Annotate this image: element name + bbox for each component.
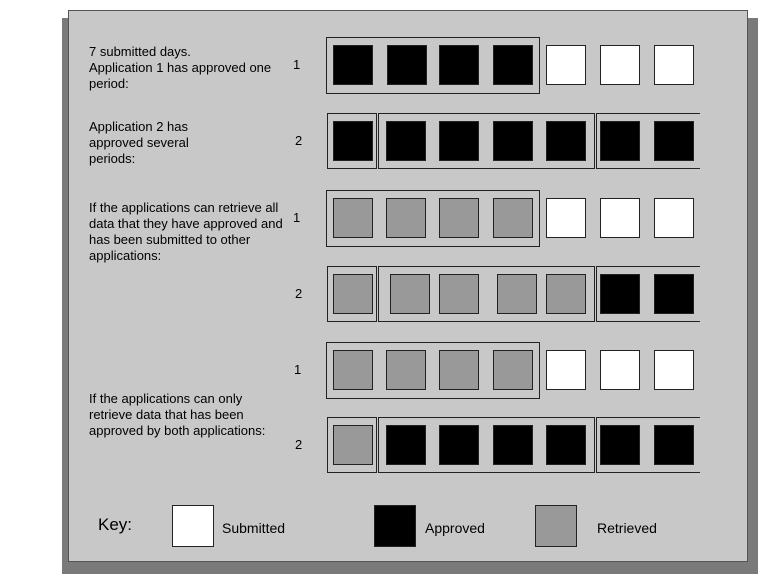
period-cell-approved (386, 121, 426, 161)
description-app2: Application 2 has approved several periods: (89, 119, 189, 166)
period-cell-approved (600, 274, 640, 314)
period-cell-approved (654, 425, 694, 465)
period-cell-approved (654, 274, 694, 314)
period-cell-retrieved (493, 198, 533, 238)
period-cell-approved (546, 121, 586, 161)
row-label: 2 (295, 437, 303, 452)
description-app1 (89, 44, 304, 92)
period-cell-approved (333, 121, 373, 161)
key-retrieved-swatch (535, 505, 577, 547)
period-cell-submitted (600, 350, 640, 390)
period-cell-submitted (600, 45, 640, 85)
period-cell-retrieved (439, 350, 479, 390)
period-cell-retrieved (439, 274, 479, 314)
row-label: 2 (295, 286, 303, 301)
period-cell-retrieved (493, 350, 533, 390)
key-approved-label: Approved (425, 520, 485, 536)
period-cell-submitted (654, 45, 694, 85)
period-cell-approved (439, 425, 479, 465)
period-cell-retrieved (333, 198, 373, 238)
period-cell-approved (386, 425, 426, 465)
description-retrieve-both: If the applications can only retrieve data that has been approved by both applications: (89, 391, 266, 438)
period-cell-retrieved (333, 274, 373, 314)
period-cell-retrieved (333, 425, 373, 465)
period-cell-submitted (654, 350, 694, 390)
key-title: Key: (98, 515, 133, 534)
period-cell-submitted (546, 350, 586, 390)
row-label: 1 (294, 362, 302, 377)
period-cell-retrieved (439, 198, 479, 238)
description-retrieve-all: If the applications can retrieve all data that they have approved and has been submitted to other applications: (89, 200, 283, 263)
period-cell-retrieved (546, 274, 586, 314)
key-submitted-label: Submitted (222, 520, 286, 536)
period-cell-retrieved (333, 350, 373, 390)
period-cell-retrieved (386, 350, 426, 390)
row-label: 1 (293, 57, 301, 72)
period-cell-approved (654, 121, 694, 161)
row-label: 1 (293, 210, 301, 225)
period-cell-approved (600, 121, 640, 161)
period-cell-approved (493, 425, 533, 465)
period-cell-approved (493, 121, 533, 161)
period-cell-approved (493, 45, 533, 85)
period-cell-approved (600, 425, 640, 465)
app1-approved-text: Application 1 has approved one period: (89, 60, 272, 91)
period-cell-submitted (654, 198, 694, 238)
period-cell-approved (387, 45, 427, 85)
submitted-days-text: 7 submitted days. (89, 44, 191, 59)
period-cell-approved (333, 45, 373, 85)
period-cell-retrieved (497, 274, 537, 314)
period-cell-retrieved (386, 198, 426, 238)
key-approved-swatch (374, 505, 416, 547)
period-cell-approved (439, 45, 479, 85)
key-submitted-swatch (172, 505, 214, 547)
period-cell-submitted (600, 198, 640, 238)
period-cell-submitted (546, 198, 586, 238)
period-cell-submitted (546, 45, 586, 85)
period-cell-approved (546, 425, 586, 465)
key-retrieved-label: Retrieved (597, 520, 657, 536)
period-cell-retrieved (390, 274, 430, 314)
row-label: 2 (295, 133, 303, 148)
period-cell-approved (439, 121, 479, 161)
